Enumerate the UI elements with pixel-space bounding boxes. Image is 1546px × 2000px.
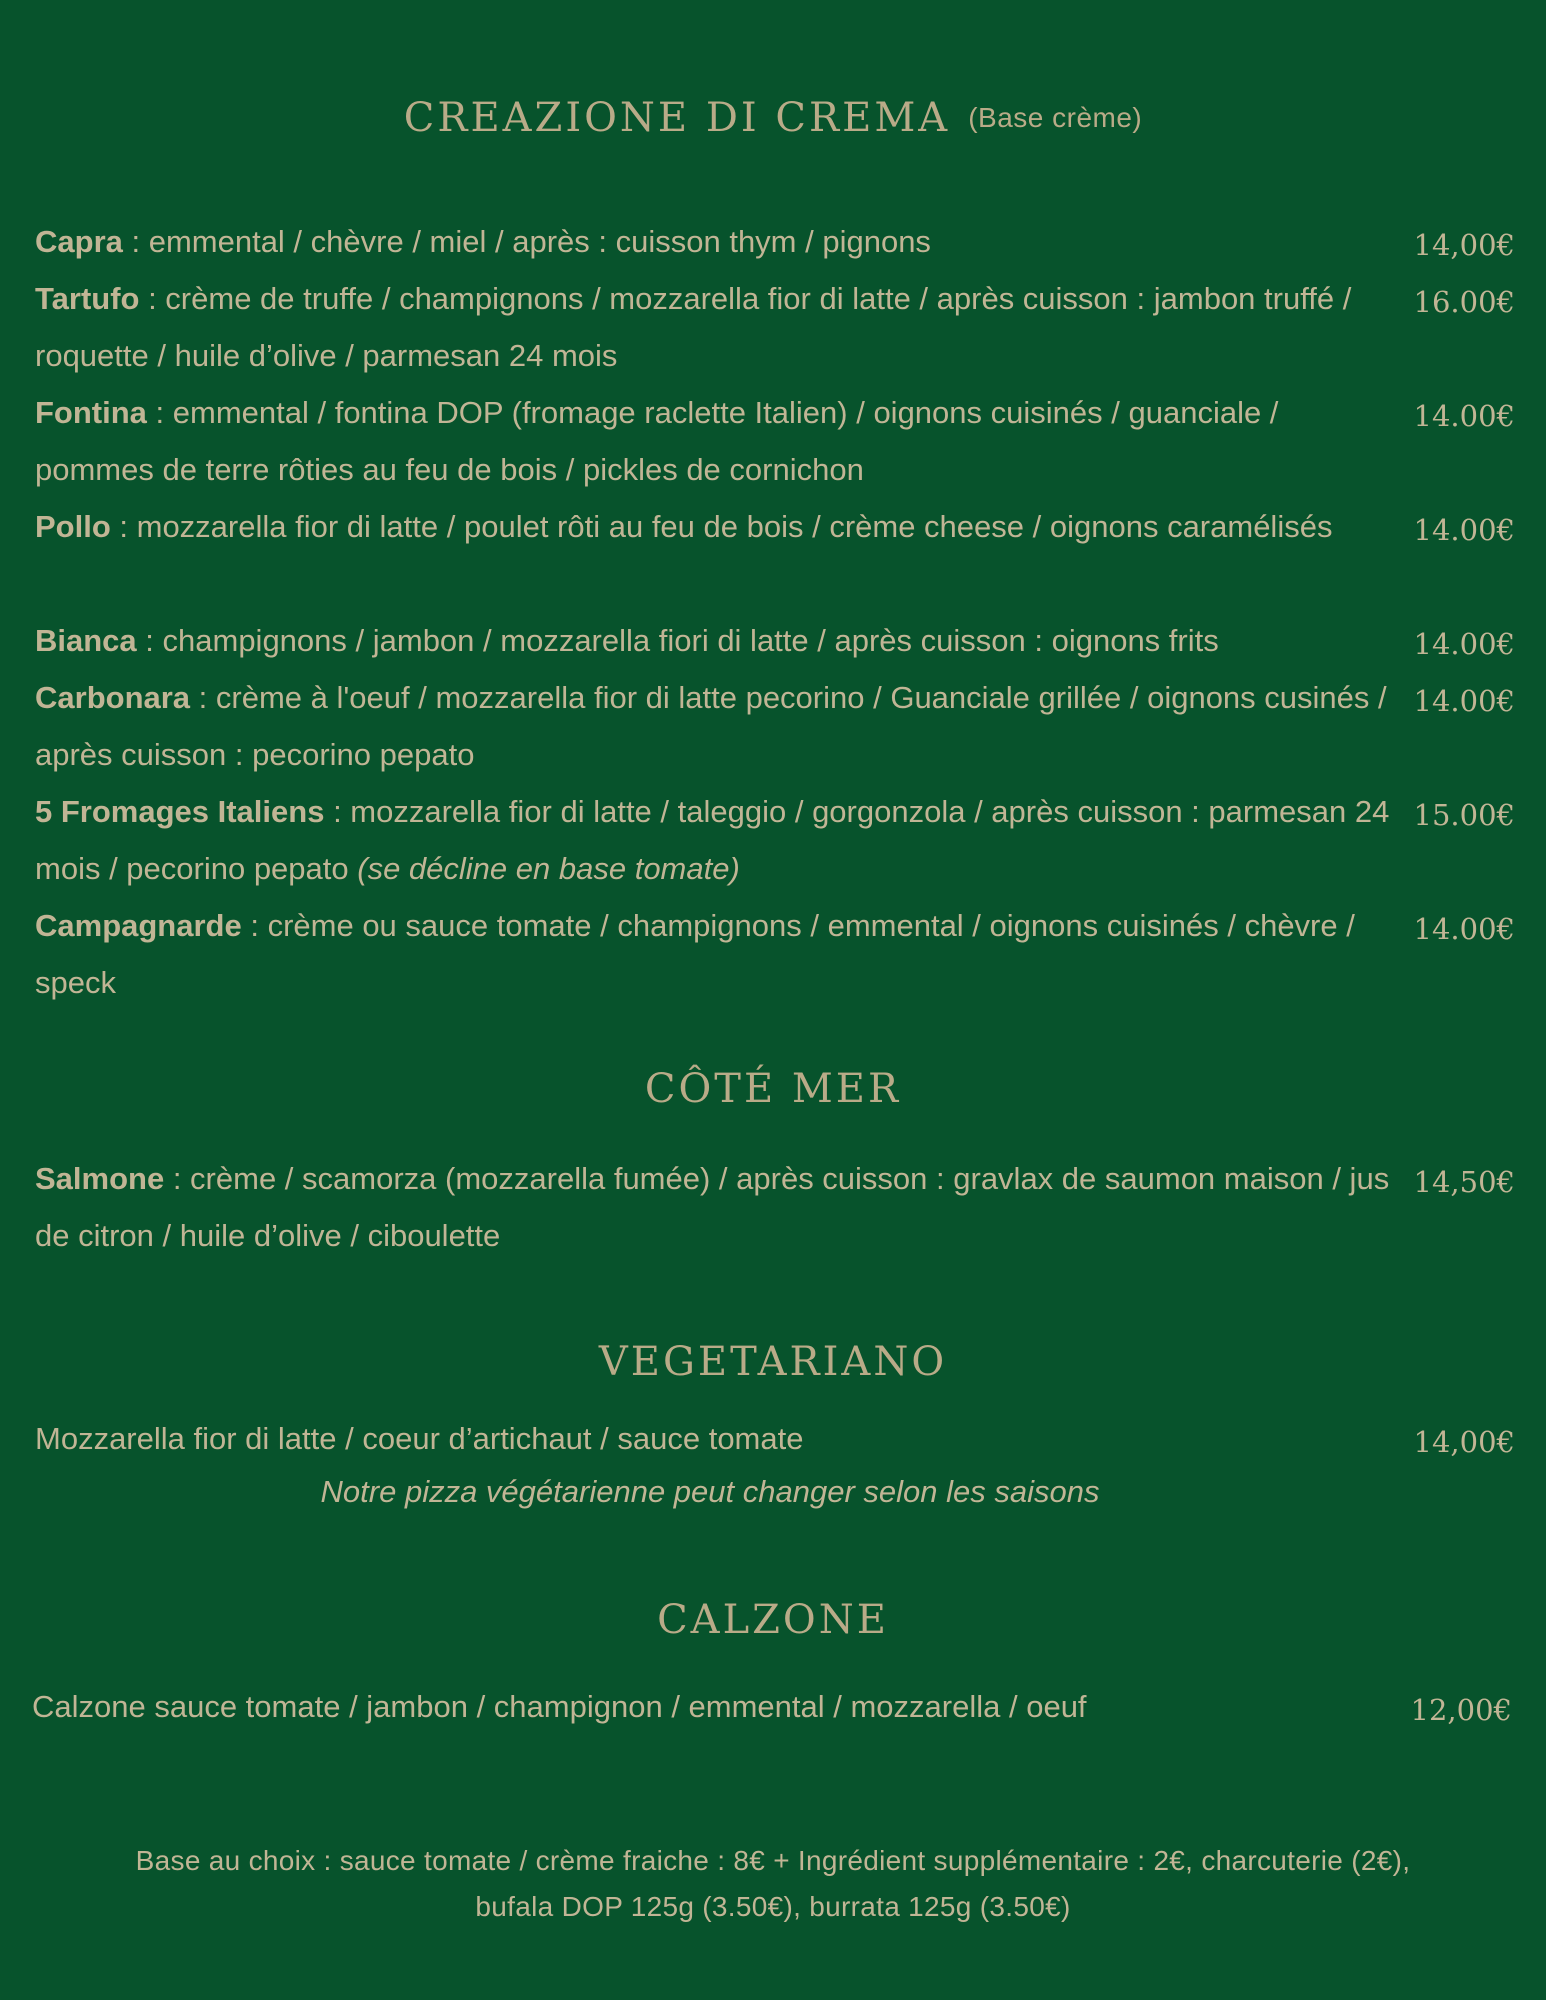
item-description bbox=[35, 897, 1395, 1011]
item-description bbox=[35, 1150, 1395, 1264]
item-ingredients: : emmental / fontina DOP (fromage raclette Italien) / oignons cuisinés / guanciale / pommes de terre rôties au feu de bois / pickles de cornichon bbox=[35, 395, 1279, 487]
menu-item-carbonara bbox=[35, 669, 1515, 783]
menu-item-salmone bbox=[35, 1150, 1515, 1264]
item-ingredients: : crème de truffe / champignons / mozzarella fior di latte / après cuisson : jambon truffé / roquette / huile d’olive / parmesan 24 mois bbox=[35, 281, 1352, 373]
item-price: 12,00€ bbox=[1410, 1693, 1512, 1727]
vegetariano-note: Notre pizza végétarienne peut changer selon les saisons bbox=[320, 1474, 1100, 1509]
item-price: 14,00€ bbox=[1413, 228, 1515, 262]
item-name: Fontina bbox=[35, 395, 147, 430]
item-description bbox=[35, 783, 1395, 897]
item-price: 14,00€ bbox=[1413, 1425, 1515, 1459]
item-price: 14.00€ bbox=[1413, 399, 1515, 433]
item-price: 14.00€ bbox=[1413, 912, 1515, 946]
section-title-text: VEGETARIANO bbox=[598, 1339, 948, 1385]
item-ingredients: : crème / scamorza (mozzarella fumée) / après cuisson : gravlax de saumon maison / jus de citron / huile d’olive / ciboulette bbox=[35, 1161, 1390, 1253]
section-title-calzone bbox=[0, 1597, 1546, 1643]
menu-item-calzone bbox=[32, 1678, 1512, 1735]
menu-item-capra bbox=[35, 213, 1515, 270]
item-ingredients: : champignons / jambon / mozzarella fiori di latte / après cuisson : oignons frits bbox=[136, 623, 1219, 658]
menu-item-fontina bbox=[35, 384, 1515, 498]
item-ingredients: : emmental / chèvre / miel / après : cuisson thym / pignons bbox=[122, 224, 931, 259]
menu-item-bianca bbox=[35, 612, 1515, 669]
item-ingredients: : mozzarella fior di latte / poulet rôti au feu de bois / crème cheese / oignons caramélisés bbox=[110, 509, 1333, 544]
item-price: 14,50€ bbox=[1413, 1165, 1515, 1199]
footer-note bbox=[60, 1838, 1486, 1930]
item-price: 14.00€ bbox=[1413, 627, 1515, 661]
item-price: 15.00€ bbox=[1413, 798, 1515, 832]
item-ingredients: : crème ou sauce tomate / champignons / emmental / oignons cuisinés / chèvre / speck bbox=[35, 908, 1355, 1000]
menu-item-tartufo bbox=[35, 270, 1515, 384]
menu-item-pollo bbox=[35, 498, 1515, 555]
item-name: Salmone bbox=[35, 1161, 165, 1196]
footer-line-1: Base au choix : sauce tomate / crème fraiche : 8€ + Ingrédient supplémentaire : 2€, charcuterie (2€), bbox=[135, 1845, 1411, 1876]
item-description bbox=[35, 612, 1395, 669]
footer-line-2: bufala DOP 125g (3.50€), burrata 125g (3.50€) bbox=[475, 1891, 1071, 1922]
menu-item-campagnarde bbox=[35, 897, 1515, 1011]
item-name: Capra bbox=[35, 224, 123, 259]
item-name: 5 Fromages Italiens bbox=[35, 794, 325, 829]
item-description bbox=[35, 270, 1395, 384]
item-name: Pollo bbox=[35, 509, 111, 544]
item-ingredients: : crème à l'oeuf / mozzarella fior di latte pecorino / Guanciale grillée / oignons cusinés / après cuisson : pecorino pepato bbox=[35, 680, 1387, 772]
item-description bbox=[35, 384, 1395, 498]
item-price: 16.00€ bbox=[1413, 285, 1515, 319]
item-name: Tartufo bbox=[35, 281, 140, 316]
menu-item-vegetariano bbox=[35, 1410, 1515, 1467]
item-ingredients: : mozzarella fior di latte / taleggio / gorgonzola / après cuisson : parmesan 24 mois / pecorino pepato bbox=[35, 794, 1390, 886]
section-title-crema bbox=[0, 95, 1546, 141]
item-price: 14.00€ bbox=[1413, 513, 1515, 547]
item-description bbox=[35, 498, 1395, 555]
item-note: (se décline en base tomate) bbox=[357, 851, 740, 886]
item-description: Mozzarella fior di latte / coeur d’artichaut / sauce tomate bbox=[35, 1421, 804, 1456]
item-description: Calzone sauce tomate / jambon / champignon / emmental / mozzarella / oeuf bbox=[32, 1689, 1087, 1724]
section-title-text: CREAZIONE DI CREMA bbox=[403, 95, 951, 141]
section-title-mer bbox=[0, 1066, 1546, 1112]
section-title-text: CÔTÉ MER bbox=[644, 1066, 902, 1112]
item-name: Carbonara bbox=[35, 680, 191, 715]
menu-item-5-fromages bbox=[35, 783, 1515, 897]
section-title-vegetariano bbox=[0, 1339, 1546, 1385]
item-name: Campagnarde bbox=[35, 908, 242, 943]
section-title-text: CALZONE bbox=[657, 1597, 889, 1643]
item-description bbox=[35, 213, 1395, 270]
section-subtitle: (Base crème) bbox=[968, 102, 1143, 133]
item-price: 14.00€ bbox=[1413, 684, 1515, 718]
item-description bbox=[35, 669, 1395, 783]
item-name: Bianca bbox=[35, 623, 137, 658]
